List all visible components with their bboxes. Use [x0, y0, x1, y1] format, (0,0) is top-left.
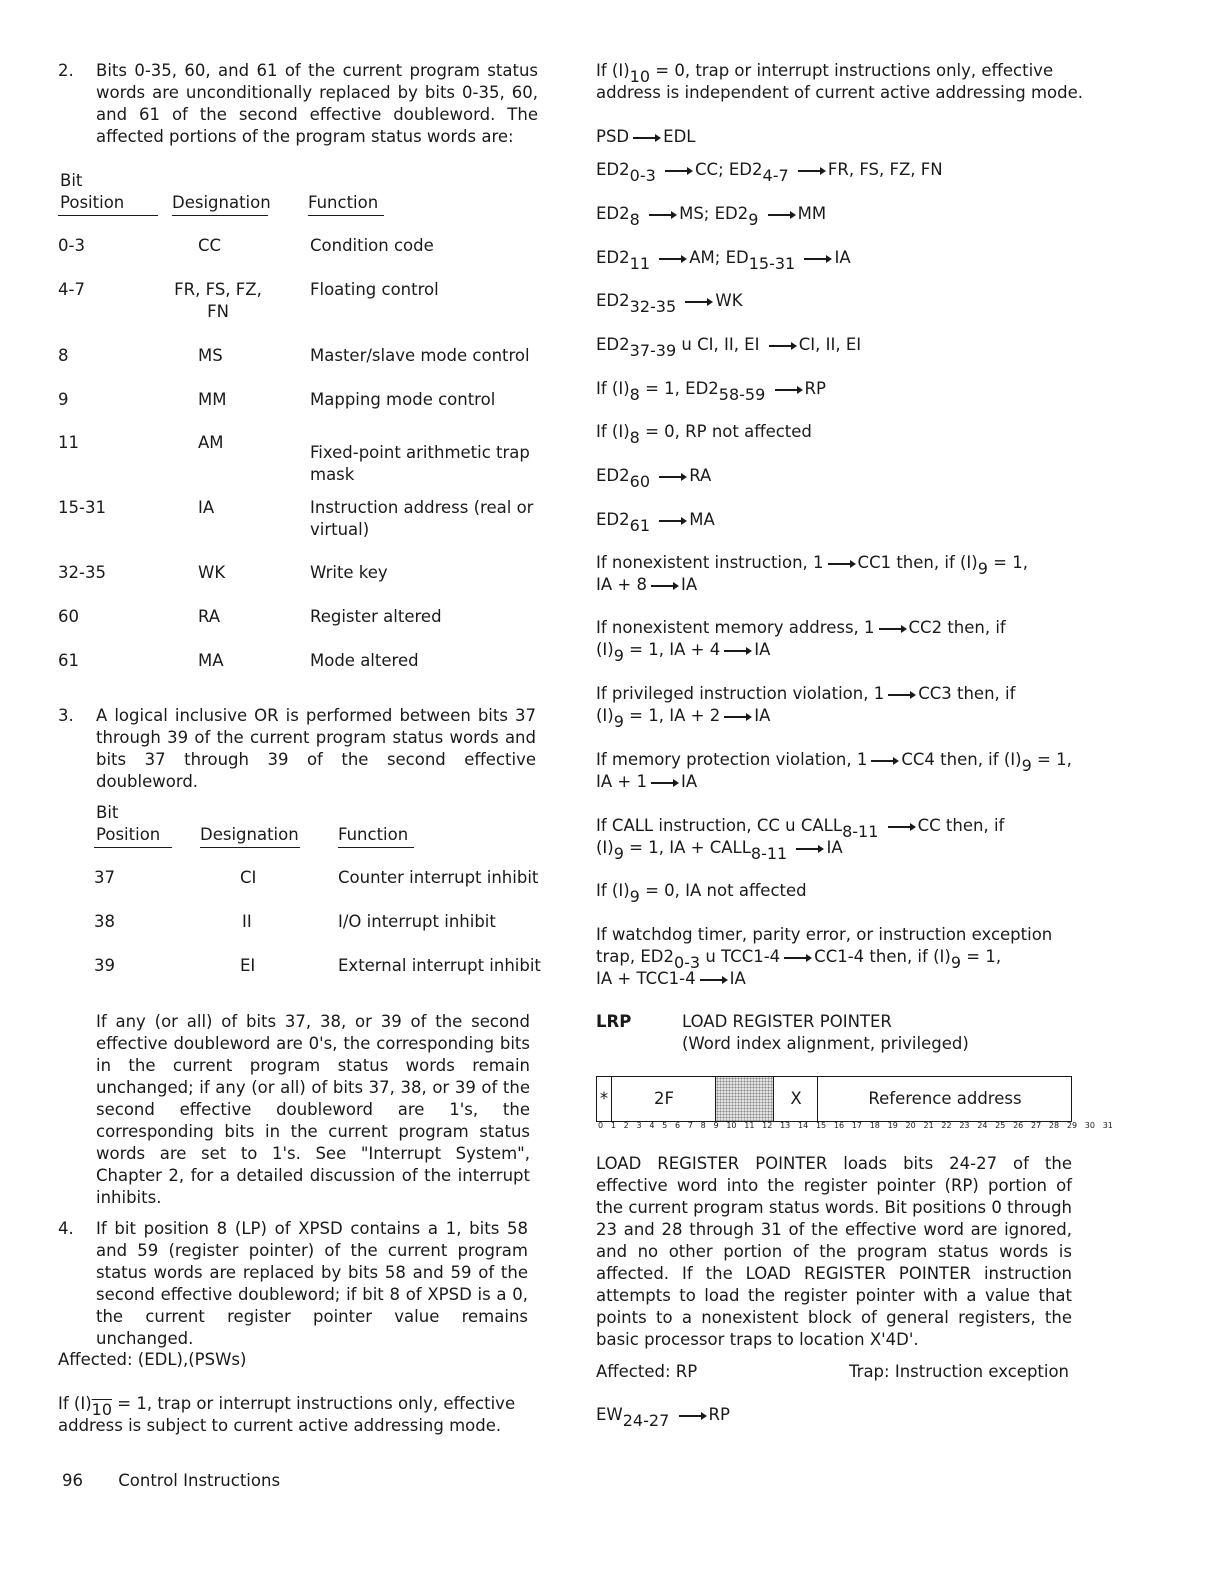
arrow-icon: [724, 716, 750, 718]
left-column: [58, 60, 548, 1460]
table-header-designation: Designation: [172, 192, 268, 216]
lrp-subtitle: (Word index alignment, privileged): [682, 1034, 969, 1053]
trap-nonexistent-instruction: If nonexistent instruction, 1 CC1 then, if $(I)_9 = 1$,: [596, 553, 1028, 578]
lrp-mnemonic: LRP: [596, 1012, 632, 1031]
arrow-icon: [769, 345, 795, 347]
trap-privileged-violation: If privileged instruction violation, 1 CC3 then, if: [596, 684, 1016, 703]
table-header-function: Function: [308, 192, 384, 216]
psw-fields-table: Bit Position Designation Function 0-3 CC Condition code 4-7 FR, FS, FZ, FN Floating control 8 MS Master/slave mode control 9 MM Mapping mode control 11 AM Fixed-point arithmetic trap mask 15-31 IA Instruction address (real or virtual) 32-35 WK Write key 60 RA Register altered 61 MA Mode altered: [58, 171, 534, 670]
arrow-icon: [665, 170, 691, 172]
if-i10-zero-line: If $(I)_{10} = 0$, trap or interrupt instructions only, effective: [596, 61, 1054, 86]
arrow-icon: [700, 979, 726, 981]
arrow-icon: [659, 476, 685, 478]
trap-watchdog-line-3: IA + TCC1-4 IA: [596, 969, 746, 988]
item-4-text: If bit position 8 (LP) of XPSD contains a 1, bits 58 and 59 (register pointer) of the current program status words are replaced by bits 58 and 59 of the second effective doubleword; if bit 8 of XPSD is a 0, the current register pointer value remains unchanged.: [96, 1219, 528, 1348]
bit-number-scale: 0 1 2 3 4 5 6 7 8 9 10 11 12 13 14 15 16 17 18 19 20 21 22 23 24 25 26 27 28 29 30 31: [598, 1121, 1113, 1130]
item-3-text: A logical inclusive OR is performed between bits 37 through 39 of the current program status words and bits 37 through 39 of the second effective doubleword.: [96, 706, 536, 791]
arrow-icon: [804, 258, 830, 260]
ia-not-affected-line: If $(I)_9 = 0$, IA not affected: [596, 881, 807, 906]
if-i10-one-line: If $(I)_{10} = 1$, trap or interrupt instructions only, effective: [58, 1394, 516, 1419]
arrow-icon: [633, 137, 659, 139]
lrp-affected: Affected: RP: [596, 1362, 698, 1381]
item-3-number: 3.: [58, 706, 74, 725]
table-header-bit: Bit: [96, 803, 119, 822]
lrp-title: LOAD REGISTER POINTER: [682, 1012, 892, 1031]
ed-line-wk: $ED2_{32-35}$ WK: [596, 291, 743, 316]
trap-nonexistent-instruction-2: IA + 8 IA: [596, 575, 698, 594]
lrp-trap: Trap: Instruction exception: [849, 1362, 1070, 1381]
arrow-icon: [784, 957, 810, 959]
instruction-format-diagram: [596, 1076, 1072, 1122]
item-3-note: If any (or all) of bits 37, 38, or 39 of the second effective doubleword are 0's, the corresponding bits in the current program status words remain unchanged; if any (or all) of bits 37, 38, or 39 of the second effective doubleword are 1's, the corresponding bits in the current program status words are set to 1's. See "Interrupt System", Chapter 2, for a detailed discussion of the interrupt inhibits.: [96, 1012, 530, 1207]
ed-line-ma: $ED2_{61}$ MA: [596, 510, 715, 535]
trap-watchdog-line-2: trap, $ED2_{0-3}$ u TCC1-4 CC1-4 then, if $(I)_9 = 1$,: [596, 947, 1002, 972]
right-column: [596, 60, 1113, 1460]
ed-line-am: $ED2_{11}$ AM; $ED_{15-31}$ IA: [596, 248, 851, 273]
ed-line-ra: $ED2_{60}$ RA: [596, 466, 712, 491]
arrow-icon: [871, 760, 897, 762]
table-header-designation: Designation: [200, 824, 300, 848]
item-4-number: 4.: [58, 1219, 74, 1238]
footer-section: Control Instructions: [118, 1471, 281, 1490]
ed-line-ci: $ED2_{37-39}$ u CI, II, EI CI, II, EI: [596, 335, 862, 360]
lrp-description: LOAD REGISTER POINTER loads bits 24-27 of the effective word into the register pointer (RP) portion of the current program status words. Bit positions 0 through 23 and 28 through 31 of the effective word are ignored, and no other portion of the program status words is affected. If the LOAD REGISTER POINTER instruction attempts to load the register pointer with a value that points to a nonexistent block of general registers, the basic processor traps to location X'4D'.: [596, 1154, 1072, 1349]
arrow-icon: [796, 848, 822, 850]
indirect-field: *: [599, 1089, 609, 1108]
arrow-icon: [679, 1415, 705, 1417]
ew-rp-line: $EW_{24-27}$ RP: [596, 1405, 730, 1430]
trap-call-instruction-2: $(I)_9 = 1$, IA + $CALL_{8-11}$ IA: [596, 838, 843, 863]
reference-address-field: Reference address: [817, 1077, 1072, 1121]
arrow-icon: [659, 520, 685, 522]
arrow-icon: [775, 389, 801, 391]
trap-memory-protection-2: IA + 1 IA: [596, 772, 698, 791]
ed-line-ms: $ED2_8$ MS; $ED2_9$ MM: [596, 204, 827, 229]
item-2-number: 2.: [58, 61, 74, 80]
arrow-icon: [724, 650, 750, 652]
trap-watchdog-line: If watchdog timer, parity error, or instruction exception: [596, 925, 1053, 944]
table-header-bit: Bit: [60, 171, 83, 190]
trap-privileged-violation-2: $(I)_9 = 1$, IA + 2 IA: [596, 706, 771, 731]
item-2-text: Bits 0-35, 60, and 61 of the current program status words are unconditionally replaced by bits 0-35, 60, and 61 of the second effective doubleword. The affected portions of the program status words are:: [96, 61, 538, 146]
arrow-icon: [768, 214, 794, 216]
interrupt-inhibit-table: Bit Position Designation Function 37 CI Counter interrupt inhibit 38 II I/O interrupt inhibit 39 EI External interrupt inhibit: [94, 803, 541, 975]
arrow-icon: [798, 170, 824, 172]
table-header-function: Function: [338, 824, 414, 848]
affected-line: Affected: (EDL),(PSWs): [58, 1350, 247, 1369]
if-i10-one-line-2: address is subject to current active addressing mode.: [58, 1416, 502, 1435]
arrow-icon: [659, 258, 685, 260]
arrow-icon: [888, 694, 914, 696]
arrow-icon: [651, 585, 677, 587]
trap-nonexistent-memory-2: $(I)_9 = 1$, IA + 4 IA: [596, 640, 771, 665]
if-i10-zero-line-2: address is independent of current active addressing mode.: [596, 83, 1083, 102]
page-number: 96: [62, 1471, 83, 1490]
trap-call-instruction: If CALL instruction, CC u $CALL_{8-11}$ CC then, if: [596, 816, 1005, 841]
arrow-icon: [651, 782, 677, 784]
unused-field-shaded: [715, 1077, 774, 1121]
page-footer: [62, 1470, 280, 1492]
psd-edl-line: PSD EDL: [596, 127, 696, 146]
arrow-icon: [828, 563, 854, 565]
table-header-position: Position: [58, 192, 158, 216]
opcode-field: 2F: [611, 1077, 716, 1121]
ed-line-cc: $ED2_{0-3}$ CC; $ED2_{4-7}$ FR, FS, FZ, FN: [596, 160, 943, 185]
table-header-position: Position: [94, 824, 172, 848]
trap-nonexistent-memory: If nonexistent memory address, 1 CC2 then, if: [596, 618, 1006, 637]
trap-memory-protection: If memory protection violation, 1 CC4 then, if $(I)_9 = 1$,: [596, 750, 1072, 775]
ed-line-rp-unaffected: If $(I)_8 = 0$, RP not affected: [596, 422, 812, 447]
arrow-icon: [879, 628, 905, 630]
index-field: X: [773, 1077, 818, 1121]
arrow-icon: [685, 301, 711, 303]
arrow-icon: [649, 214, 675, 216]
arrow-icon: [888, 826, 914, 828]
ed-line-rp: If $(I)_8 = 1$, $ED2_{58-59}$ RP: [596, 379, 826, 404]
